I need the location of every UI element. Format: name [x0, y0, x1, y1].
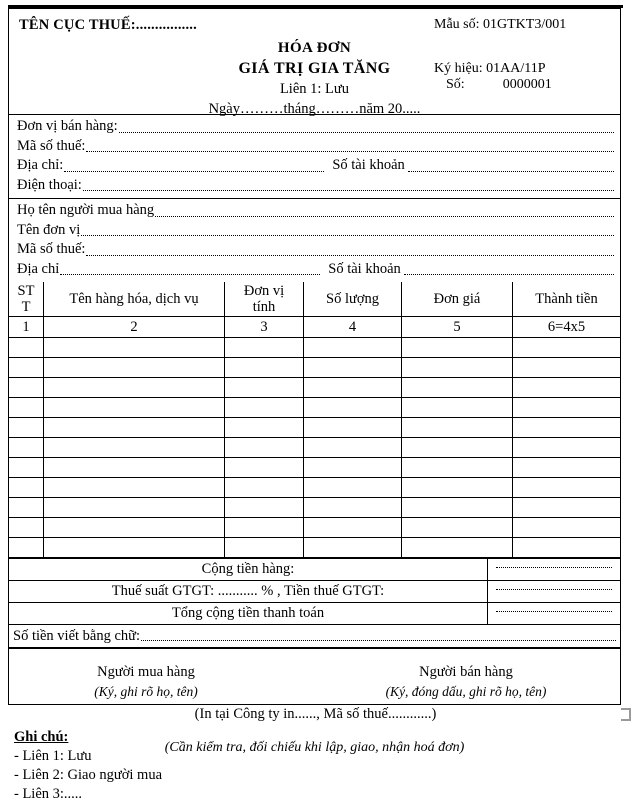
items-blank-cell[interactable] — [225, 538, 304, 558]
vat-dotted-field — [496, 588, 612, 590]
invoice-number-value: 0000001 — [502, 77, 552, 92]
items-blank-cell[interactable] — [513, 338, 621, 358]
items-blank-cell[interactable] — [304, 458, 402, 478]
items-blank-cell[interactable] — [44, 538, 225, 558]
seller-address-field[interactable] — [64, 170, 324, 172]
items-blank-cell[interactable] — [304, 518, 402, 538]
seller-tax-code-field[interactable] — [86, 150, 614, 152]
items-number-row — [9, 317, 620, 338]
seller-signature-title: Người bán hàng — [419, 664, 513, 680]
buyer-address-field[interactable] — [60, 273, 320, 275]
totals-table — [9, 558, 620, 648]
seller-row-address — [17, 156, 614, 176]
items-blank-cell[interactable] — [225, 378, 304, 398]
seller-signature-subtitle: (Ký, đóng dấu, ghi rõ họ, tên) — [385, 684, 547, 699]
items-blank-cell[interactable] — [304, 498, 402, 518]
items-blank-cell[interactable] — [402, 338, 513, 358]
items-blank-row — [9, 518, 620, 538]
seller-account-field[interactable] — [408, 170, 614, 172]
subtotal-row — [9, 559, 620, 581]
col-header-unit-line1: Đơn vị — [243, 283, 285, 299]
items-blank-cell[interactable] — [44, 478, 225, 498]
items-blank-cell[interactable] — [44, 498, 225, 518]
buyer-row-unit — [17, 221, 614, 241]
items-blank-cell[interactable] — [9, 438, 44, 458]
items-blank-cell[interactable] — [304, 438, 402, 458]
items-blank-cell[interactable] — [304, 358, 402, 378]
items-blank-cell[interactable] — [44, 358, 225, 378]
col-header-unit-line2: tính — [252, 299, 276, 315]
invoice-symbol-label: Ký hiệu: 01AA/11P — [434, 61, 546, 76]
footer-note-item: - Liên 1: Lưu — [14, 748, 92, 764]
items-blank-row — [9, 538, 620, 558]
footer-notes — [14, 728, 162, 804]
items-blank-cell[interactable] — [402, 518, 513, 538]
buyer-tax-code-label: Mã số thuế: — [17, 241, 86, 257]
vat-rate-label: Thuế suất GTGT: — [111, 583, 215, 599]
col-header-amount: Thành tiền — [513, 282, 621, 317]
seller-block — [9, 114, 620, 198]
buyer-signature-subtitle: (Ký, ghi rõ họ, tên) — [94, 684, 198, 699]
items-blank-cell[interactable] — [9, 498, 44, 518]
buyer-account-label: Số tài khoản — [328, 260, 401, 277]
items-blank-cell[interactable] — [9, 518, 44, 538]
items-blank-cell[interactable] — [9, 378, 44, 398]
invoice-title-line1: HÓA ĐƠN — [277, 40, 352, 56]
items-blank-cell[interactable] — [44, 398, 225, 418]
items-blank-cell[interactable] — [225, 478, 304, 498]
items-blank-cell[interactable] — [304, 378, 402, 398]
items-blank-cell[interactable] — [44, 418, 225, 438]
amount-in-words-label: Số tiền viết bằng chữ: — [13, 627, 141, 644]
buyer-row-tax-code — [17, 240, 614, 260]
items-blank-cell[interactable] — [9, 458, 44, 478]
items-blank-cell[interactable] — [44, 438, 225, 458]
col-header-stt-line1: ST — [17, 283, 35, 299]
tax-department-name: TÊN CỤC THUẾ:................ — [19, 17, 197, 33]
footer-note-item: - Liên 3:..... — [14, 786, 83, 802]
items-blank-cell[interactable] — [225, 438, 304, 458]
items-blank-cell[interactable] — [402, 358, 513, 378]
items-blank-cell[interactable] — [513, 458, 621, 478]
footer-note-item: - Liên 2: Giao người mua — [14, 767, 163, 783]
items-blank-row — [9, 498, 620, 518]
items-blank-cell[interactable] — [402, 438, 513, 458]
items-blank-cell[interactable] — [402, 498, 513, 518]
items-table — [9, 282, 620, 558]
seller-row-unit — [17, 117, 614, 137]
items-blank-row — [9, 438, 620, 458]
vat-value-cell[interactable] — [488, 581, 621, 603]
num-cell-3: 3 — [225, 317, 304, 338]
items-blank-cell[interactable] — [225, 398, 304, 418]
seller-row-tax-code — [17, 137, 614, 157]
items-blank-row — [9, 458, 620, 478]
items-blank-cell[interactable] — [402, 478, 513, 498]
seller-account-label: Số tài khoản — [332, 157, 405, 173]
seller-phone-field[interactable] — [83, 189, 614, 191]
items-blank-cell[interactable] — [402, 378, 513, 398]
buyer-row-name — [17, 201, 614, 221]
buyer-unit-label: Tên đơn vị — [17, 221, 81, 238]
items-blank-row — [9, 338, 620, 358]
verification-note: (Cần kiểm tra, đối chiếu khi lập, giao, nhận hoá đơn) — [164, 740, 465, 755]
items-blank-cell[interactable] — [513, 378, 621, 398]
buyer-name-field[interactable] — [155, 215, 614, 217]
items-blank-cell[interactable] — [9, 338, 44, 358]
buyer-unit-field[interactable] — [81, 234, 614, 236]
invoice-number-label: Số: — [446, 77, 465, 92]
num-cell-1: 1 — [9, 317, 44, 338]
seller-tax-code-label: Mã số thuế: — [17, 137, 86, 154]
items-blank-row — [9, 378, 620, 398]
items-blank-cell[interactable] — [44, 518, 225, 538]
items-blank-cell[interactable] — [402, 538, 513, 558]
col-header-stt-line2: T — [21, 299, 31, 315]
items-blank-row — [9, 358, 620, 378]
num-cell-4: 4 — [304, 317, 402, 338]
grand-total-value-cell[interactable] — [488, 603, 621, 625]
items-blank-cell[interactable] — [225, 498, 304, 518]
items-blank-cell[interactable] — [44, 458, 225, 478]
items-blank-cell[interactable] — [402, 458, 513, 478]
items-blank-cell[interactable] — [513, 438, 621, 458]
amount-in-words-field[interactable] — [141, 639, 616, 641]
items-blank-cell[interactable] — [225, 418, 304, 438]
seller-address-label: Địa chỉ: — [17, 157, 64, 173]
col-header-unit — [225, 282, 304, 317]
seller-phone-label: Điện thoại: — [17, 176, 82, 193]
buyer-account-field[interactable] — [404, 273, 614, 275]
buyer-tax-code-field[interactable] — [86, 254, 614, 256]
items-blank-cell[interactable] — [9, 358, 44, 378]
grand-total-label: Tổng cộng tiền thanh toán — [9, 603, 488, 625]
vat-amount-label: , Tiền thuế GTGT: — [276, 583, 385, 599]
amount-in-words-row — [9, 625, 620, 648]
items-blank-row — [9, 418, 620, 438]
items-blank-cell[interactable] — [44, 338, 225, 358]
items-blank-cell[interactable] — [513, 398, 621, 418]
items-blank-cell[interactable] — [225, 338, 304, 358]
col-header-unit-price: Đơn giá — [402, 282, 513, 317]
items-blank-cell[interactable] — [304, 398, 402, 418]
vat-percent-sign: % — [261, 583, 274, 599]
buyer-signature-title: Người mua hàng — [97, 664, 195, 680]
num-cell-2: 2 — [44, 317, 225, 338]
form-number-label: Mẫu số: 01GTKT3/001 — [434, 17, 567, 32]
grand-total-dotted-field — [496, 610, 612, 612]
items-blank-cell[interactable] — [9, 478, 44, 498]
items-blank-cell[interactable] — [304, 418, 402, 438]
items-blank-cell[interactable] — [9, 418, 44, 438]
num-cell-5: 5 — [402, 317, 513, 338]
subtotal-value-cell[interactable] — [488, 559, 621, 581]
seller-unit-field[interactable] — [119, 131, 614, 133]
items-blank-cell[interactable] — [402, 418, 513, 438]
items-blank-cell[interactable] — [304, 538, 402, 558]
items-blank-cell[interactable] — [513, 418, 621, 438]
buyer-block — [9, 198, 620, 282]
items-blank-cell[interactable] — [513, 518, 621, 538]
items-header-row — [9, 282, 620, 317]
vat-label-cell — [9, 581, 488, 603]
items-blank-cell[interactable] — [44, 378, 225, 398]
buyer-row-address — [17, 260, 614, 280]
items-blank-cell[interactable] — [304, 478, 402, 498]
footer-notes-title: Ghi chú: — [14, 729, 69, 745]
grand-total-row — [9, 603, 620, 625]
invoice-title-line2: GIÁ TRỊ GIA TĂNG — [238, 60, 391, 77]
items-blank-cell[interactable] — [402, 398, 513, 418]
seller-signature-column — [326, 663, 606, 701]
items-blank-cell[interactable] — [513, 498, 621, 518]
amount-in-words-cell — [9, 625, 620, 648]
items-blank-cell[interactable] — [513, 478, 621, 498]
items-blank-cell[interactable] — [513, 538, 621, 558]
invoice-number-row — [416, 77, 606, 93]
subtotal-dotted-field — [496, 566, 612, 568]
seller-row-phone — [17, 176, 614, 196]
items-blank-cell[interactable] — [9, 538, 44, 558]
items-blank-cell[interactable] — [9, 398, 44, 418]
items-blank-row — [9, 398, 620, 418]
invoice-copy-line: Liên 1: Lưu — [279, 81, 350, 97]
seller-unit-label: Đơn vị bán hàng: — [17, 118, 118, 134]
invoice-meta — [416, 17, 606, 93]
items-blank-row — [9, 478, 620, 498]
vat-rate-dots[interactable]: ........... — [217, 583, 258, 599]
col-header-quantity: Số lượng — [304, 282, 402, 317]
buyer-address-label: Địa chỉ — [17, 260, 60, 277]
invoice-header — [9, 9, 620, 117]
num-cell-6: 6=4x5 — [513, 317, 621, 338]
printer-info-line: (In tại Công ty in......, Mã số thuế............) — [194, 706, 437, 722]
items-blank-cell[interactable] — [225, 358, 304, 378]
vat-row — [9, 581, 620, 603]
invoice-date-line: Ngày………tháng………năm 20..... — [208, 101, 421, 117]
items-blank-cell[interactable] — [513, 358, 621, 378]
items-blank-cell[interactable] — [304, 338, 402, 358]
buyer-name-label: Họ tên người mua hàng — [17, 202, 155, 218]
col-header-description: Tên hàng hóa, dịch vụ — [44, 282, 225, 317]
buyer-signature-column — [31, 663, 261, 701]
items-blank-cell[interactable] — [225, 518, 304, 538]
items-blank-cell[interactable] — [225, 458, 304, 478]
subtotal-label: Cộng tiền hàng: — [9, 559, 488, 581]
col-header-stt — [9, 282, 44, 317]
